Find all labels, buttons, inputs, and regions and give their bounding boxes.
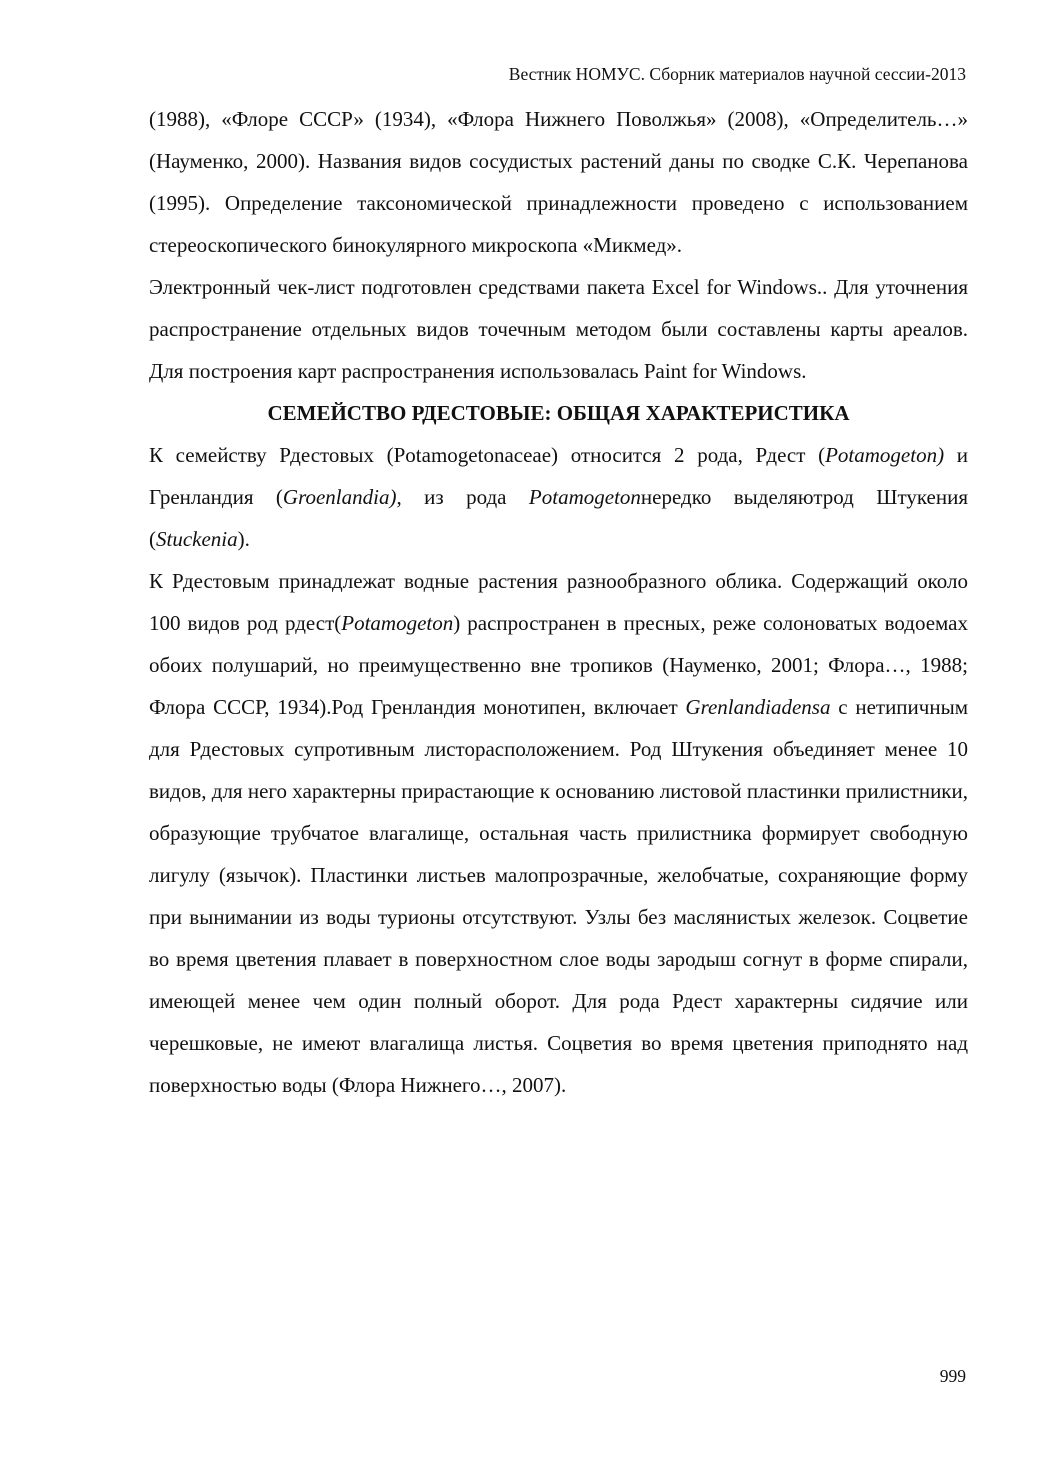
text-run: и Гренландия ( [149,443,968,509]
paragraph-family [149,434,968,560]
section-heading: СЕМЕЙСТВО РДЕСТОВЫЕ: ОБЩАЯ ХАРАКТЕРИСТИКА [267,401,850,425]
latin-name: Potamogeton [341,611,454,635]
body-text [149,98,968,1106]
text-run: с нетипичным для Рдестовых супротивным листорасположением. Род Штукения объединяет менее 10 видов, для него характерны прирастающие к основанию листовой пластинки прилистники, образующие трубчатое влагалище, остальная часть прилистника формирует свободную лигулу (язычок). Пластинки листьев малопрозрачные, желобчатые, сохраняющие форму при вынимании из воды турионы отсутствуют. Узлы без маслянистых железок. Соцветие во время цветения плавает в поверхностном слое воды зародыш согнут в форме спирали, имеющей менее чем один полный оборот. Для рода Рдест характерны сидячие или черешковые, не имеют влагалища листья. Соцветия во время цветения приподнято над поверхностью воды (Флора Нижнего…, 2007). [149,695,968,1097]
paragraph-description [149,560,968,1106]
paragraph-checklist: Электронный чек-лист подготовлен средствами пакета Excel for Windows.. Для уточнения распространение отдельных видов точечным методом были составлены карты ареалов. Для построения карт распространения использовалась Paint for Windows. [149,275,968,383]
latin-name: Groenlandia) [282,485,397,509]
latin-name: Grenlandiadensa [685,695,831,719]
latin-name: Stuckenia [156,527,238,551]
latin-name: Potamogeton) [825,443,945,467]
running-header: Вестник НОМУС. Сборник материалов научной сессии-2013 [508,64,966,84]
text-run: нередко выделяютрод Штукения ( [149,485,968,551]
text-run: , из рода [396,485,529,509]
text-run: К семейству Рдестовых (Potamogetonaceae) относится 2 рода, Рдест ( [149,443,826,467]
paragraph-sources: (1988), «Флоре СССР» (1934), «Флора Нижнего Поволжья» (2008), «Определитель…» (Науменко, 2000). Названия видов сосудистых растений даны по сводке С.К. Черепанова (1995). Определение таксономической принадлежности проведено с использованием стереоскопического бинокулярного микроскопа «Микмед». [149,107,968,257]
text-run: ) распространен в пресных, реже солоноватых водоемах обоих полушарий, но преимущественно вне тропиков (Науменко, 2001; Флора…, 1988; Флора СССР, 1934).Род Гренландия монотипен, включает [149,611,968,719]
text-run: ). [237,527,250,551]
latin-name: Potamogeton [528,485,641,509]
text-run: К Рдестовым принадлежат водные растения разнообразного облика. Содержащий около 100 видов род рдест( [149,569,968,635]
page-number: 999 [939,1366,966,1386]
